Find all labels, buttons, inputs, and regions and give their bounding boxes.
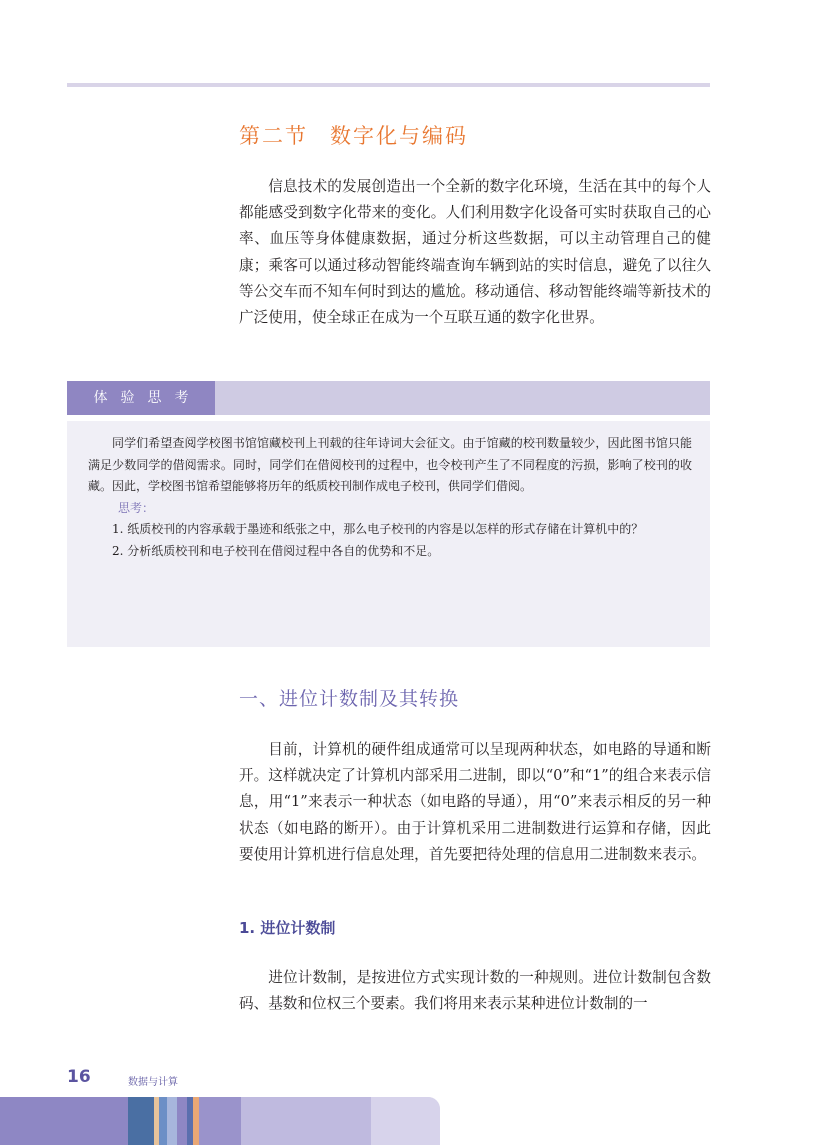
intro-paragraph: 信息技术的发展创造出一个全新的数字化环境，生活在其中的每个人都能感受到数字化带来的变化。人们利用数字化设备可实时获取自己的心率、血压等身体健康数据，通过分析这些数据，可以主动管理自己的健康；乘客可以通过移动智能终端查询车辆到站的实时信息，避免了以往久等公交车而不知车何时到达的尴尬。移动通信、移动智能终端等新技术的广泛使用，使全球正在成为一个互联互通的数字化世界。	[239, 178, 711, 327]
page-number: 16	[67, 1067, 91, 1087]
subsection-heading: 一、进位计数制及其转换	[239, 688, 460, 710]
question-1: 1. 纸质校刊的内容承载于墨迹和纸张之中，那么电子校刊的内容是以怎样的形式存储在计算机中的？	[112, 522, 644, 536]
experience-box-content	[88, 433, 692, 562]
think-label: 思考：	[118, 500, 155, 515]
question-2: 2. 分析纸质校刊和电子校刊在借阅过程中各自的优势和不足。	[112, 543, 440, 558]
section-title	[239, 120, 468, 150]
item-heading: 1. 进位计数制	[239, 919, 336, 937]
subsection-paragraph: 目前，计算机的硬件组成通常可以呈现两种状态，如电路的导通和断开。这样就决定了计算机内部采用二进制，即以“0”和“1”的组合来表示信息，用“1”来表示一种状态（如电路的导通），用“0”来表示相反的另一种状态（如电路的断开）。由于计算机采用二进制数进行运算和存储，因此要使用计算机进行信息处理，首先要把待处理的信息用二进制数来表示。	[239, 741, 711, 863]
item-paragraph: 进位计数制，是按进位方式实现计数的一种规则。进位计数制包含数码、基数和位权三个要素。我们将用来表示某种进位计数制的一	[239, 969, 711, 1013]
experience-box-header	[67, 381, 710, 415]
top-rule	[67, 83, 710, 87]
book-title: 数据与计算	[128, 1077, 178, 1088]
footer-color-band	[0, 1097, 440, 1145]
section-number: 第二节	[239, 124, 308, 148]
section-name: 数字化与编码	[330, 124, 468, 148]
experience-box-label: 体验思考	[67, 381, 215, 415]
experience-text: 同学们希望查阅学校图书馆馆藏校刊上刊载的往年诗词大会征文。由于馆藏的校刊数量较少，因此图书馆只能满足少数同学的借阅需求。同时，同学们在借阅校刊的过程中，也令校刊产生了不同程度的污损，影响了校刊的收藏。因此，学校图书馆希望能够将历年的纸质校刊制作成电子校刊，供同学们借阅。	[88, 436, 692, 493]
